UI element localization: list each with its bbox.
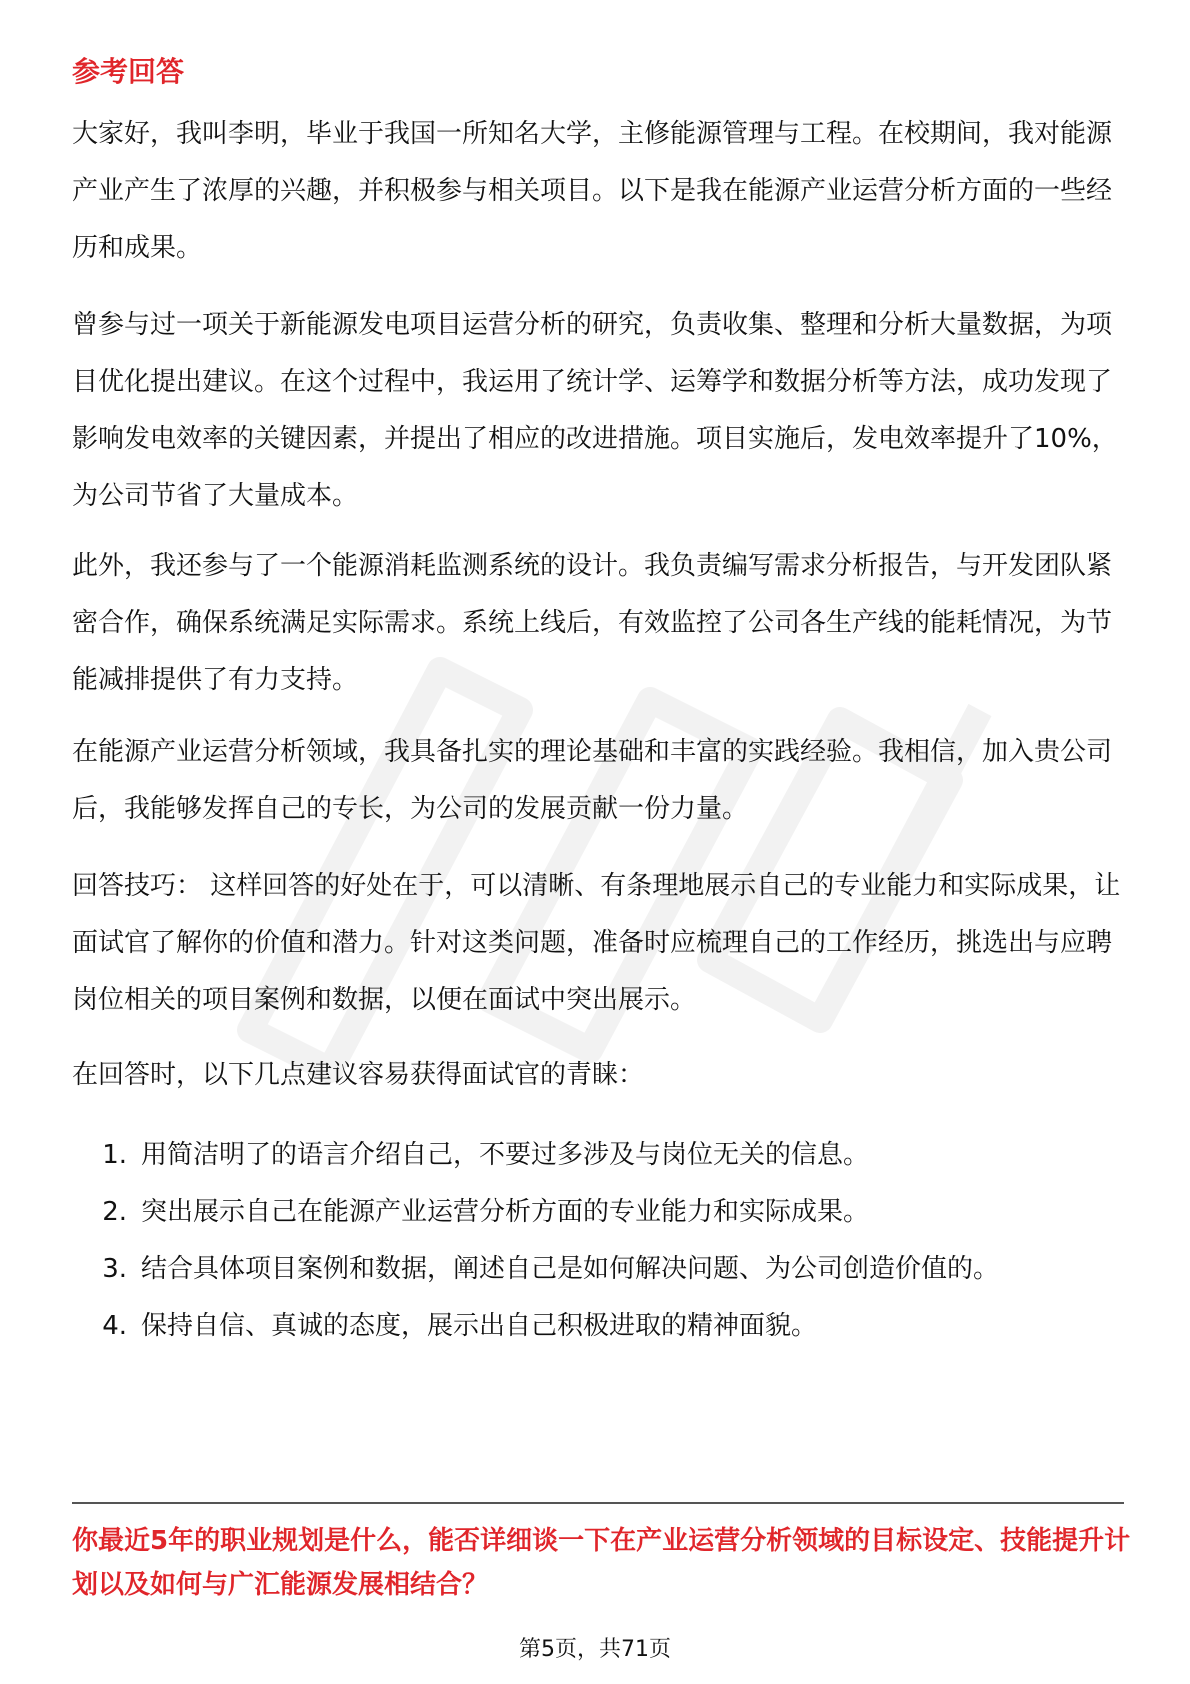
advice-list: [72, 1127, 1122, 1355]
paragraph-system: 此外，我还参与了一个能源消耗监测系统的设计。我负责编写需求分析报告，与开发团队紧密合作，确保系统满足实际需求。系统上线后，有效监控了公司各生产线的能耗情况，为节能减排提供了有力支持。: [72, 551, 1113, 695]
list-item: [72, 1241, 1122, 1298]
answer-heading: 参考回答: [72, 55, 185, 88]
next-question: 你最近5年的职业规划是什么，能否详细谈一下在产业运营分析领域的目标设定、技能提升计划以及如何与广汇能源发展相结合？: [72, 1526, 1131, 1600]
list-number: 4.: [102, 1311, 127, 1341]
list-text: 用简洁明了的语言介绍自己，不要过多涉及与岗位无关的信息。: [141, 1140, 870, 1170]
paragraph-summary: 在能源产业运营分析领域，我具备扎实的理论基础和丰富的实践经验。我相信，加入贵公司后，我能够发挥自己的专长，为公司的发展贡献一份力量。: [72, 737, 1113, 824]
list-number: 3.: [102, 1254, 127, 1284]
paragraph-tips: 回答技巧： 这样回答的好处在于，可以清晰、有条理地展示自己的专业能力和实际成果，让面试官了解你的价值和潜力。针对这类问题，准备时应梳理自己的工作经历，挑选出与应聘岗位相关的项目案例和数据，以便在面试中突出展示。: [72, 871, 1121, 1015]
list-number: 1.: [102, 1140, 127, 1170]
list-item: [72, 1127, 1122, 1184]
list-text: 保持自信、真诚的态度，展示出自己积极进取的精神面貌。: [141, 1311, 818, 1341]
list-text: 突出展示自己在能源产业运营分析方面的专业能力和实际成果。: [141, 1197, 870, 1227]
paragraph-project: 曾参与过一项关于新能源发电项目运营分析的研究，负责收集、整理和分析大量数据，为项目优化提出建议。在这个过程中，我运用了统计学、运筹学和数据分析等方法，成功发现了影响发电效率的关键因素，并提出了相应的改进措施。项目实施后，发电效率提升了10%，为公司节省了大量成本。: [72, 310, 1118, 511]
list-item: [72, 1184, 1122, 1241]
list-text: 结合具体项目案例和数据，阐述自己是如何解决问题、为公司创造价值的。: [141, 1254, 1000, 1284]
paragraph-advice-intro: 在回答时，以下几点建议容易获得面试官的青睐：: [72, 1060, 645, 1090]
list-item: [72, 1298, 1122, 1355]
list-number: 2.: [102, 1197, 127, 1227]
page-footer: 第5页，共71页: [519, 1637, 671, 1662]
paragraph-intro: 大家好，我叫李明，毕业于我国一所知名大学，主修能源管理与工程。在校期间，我对能源产业产生了浓厚的兴趣，并积极参与相关项目。以下是我在能源产业运营分析方面的一些经历和成果。: [72, 119, 1113, 263]
section-divider: [72, 1502, 1124, 1504]
